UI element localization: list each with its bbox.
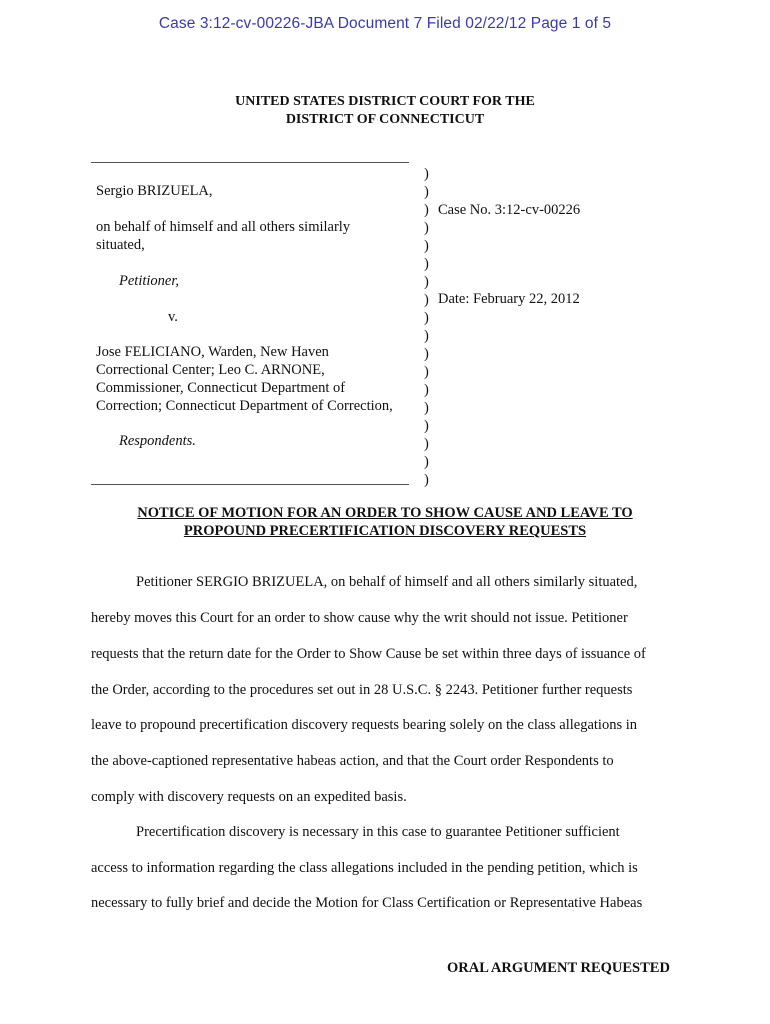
caption-paren: ) xyxy=(424,310,429,326)
body-line: the Order, according to the procedures set out in 28 U.S.C. § 2243. Petitioner further requests xyxy=(91,682,633,698)
caption-top-rule xyxy=(91,162,409,163)
caption-paren: ) xyxy=(424,418,429,434)
caption-paren: ) xyxy=(424,346,429,362)
ecf-header: Case 3:12-cv-00226-JBA Document 7 Filed 02/22/12 Page 1 of 5 xyxy=(158,15,612,32)
caption-bottom-rule xyxy=(91,484,409,485)
body-line: requests that the return date for the Order to Show Cause be set within three days of issuance of xyxy=(91,646,646,662)
body-line: leave to propound precertification discovery requests bearing solely on the class allegations in xyxy=(91,717,637,733)
motion-title-line1 xyxy=(0,505,770,522)
caption-paren: ) xyxy=(424,382,429,398)
body-line: comply with discovery requests on an expedited basis. xyxy=(91,789,407,805)
caption-paren: ) xyxy=(424,202,429,218)
case-number: Case No. 3:12-cv-00226 xyxy=(438,202,581,218)
respondent-line-3: Commissioner, Connecticut Department of xyxy=(96,380,346,396)
caption-paren: ) xyxy=(424,166,429,182)
motion-title-text: NOTICE OF MOTION FOR AN ORDER TO SHOW CAUSE AND LEAVE TO xyxy=(137,505,633,521)
body-line: the above-captioned representative habeas action, and that the Court order Respondents to xyxy=(91,753,614,769)
caption-paren: ) xyxy=(424,328,429,344)
petitioner-role: Petitioner, xyxy=(119,273,180,289)
court-name-line1: UNITED STATES DISTRICT COURT FOR THE xyxy=(235,94,535,109)
caption-paren: ) xyxy=(424,274,429,290)
respondents-role: Respondents. xyxy=(119,433,196,449)
caption-paren: ) xyxy=(424,364,429,380)
caption-paren: ) xyxy=(424,454,429,470)
behalf-line-1: on behalf of himself and all others similarly xyxy=(96,219,351,235)
oral-argument-requested: ORAL ARGUMENT REQUESTED xyxy=(447,960,670,976)
caption-paren: ) xyxy=(424,256,429,272)
body-line: Precertification discovery is necessary in this case to guarantee Petitioner sufficient xyxy=(136,824,620,840)
petitioner-name: Sergio BRIZUELA, xyxy=(96,183,213,199)
caption-paren: ) xyxy=(424,292,429,308)
motion-title-line2 xyxy=(0,523,770,540)
motion-title-text: PROPOUND PRECERTIFICATION DISCOVERY REQUESTS xyxy=(183,523,587,539)
court-name-line2: DISTRICT OF CONNECTICUT xyxy=(285,112,485,127)
body-line: hereby moves this Court for an order to show cause why the writ should not issue. Petitioner xyxy=(91,610,628,626)
caption-paren: ) xyxy=(424,238,429,254)
respondent-line-1: Jose FELICIANO, Warden, New Haven xyxy=(96,344,329,360)
respondent-line-4: Correction; Connecticut Department of Correction, xyxy=(96,398,393,414)
body-line: necessary to fully brief and decide the Motion for Class Certification or Representative Habeas xyxy=(91,895,643,911)
body-line: access to information regarding the class allegations included in the pending petition, which is xyxy=(91,860,638,876)
body-line: Petitioner SERGIO BRIZUELA, on behalf of himself and all others similarly situated, xyxy=(136,574,638,590)
filing-date: Date: February 22, 2012 xyxy=(438,291,580,307)
caption-paren: ) xyxy=(424,400,429,416)
caption-paren: ) xyxy=(424,472,429,488)
caption-paren: ) xyxy=(424,220,429,236)
behalf-line-2: situated, xyxy=(96,237,145,253)
versus: v. xyxy=(168,309,178,325)
respondent-line-2: Correctional Center; Leo C. ARNONE, xyxy=(96,362,325,378)
caption-paren: ) xyxy=(424,436,429,452)
caption-paren: ) xyxy=(424,184,429,200)
